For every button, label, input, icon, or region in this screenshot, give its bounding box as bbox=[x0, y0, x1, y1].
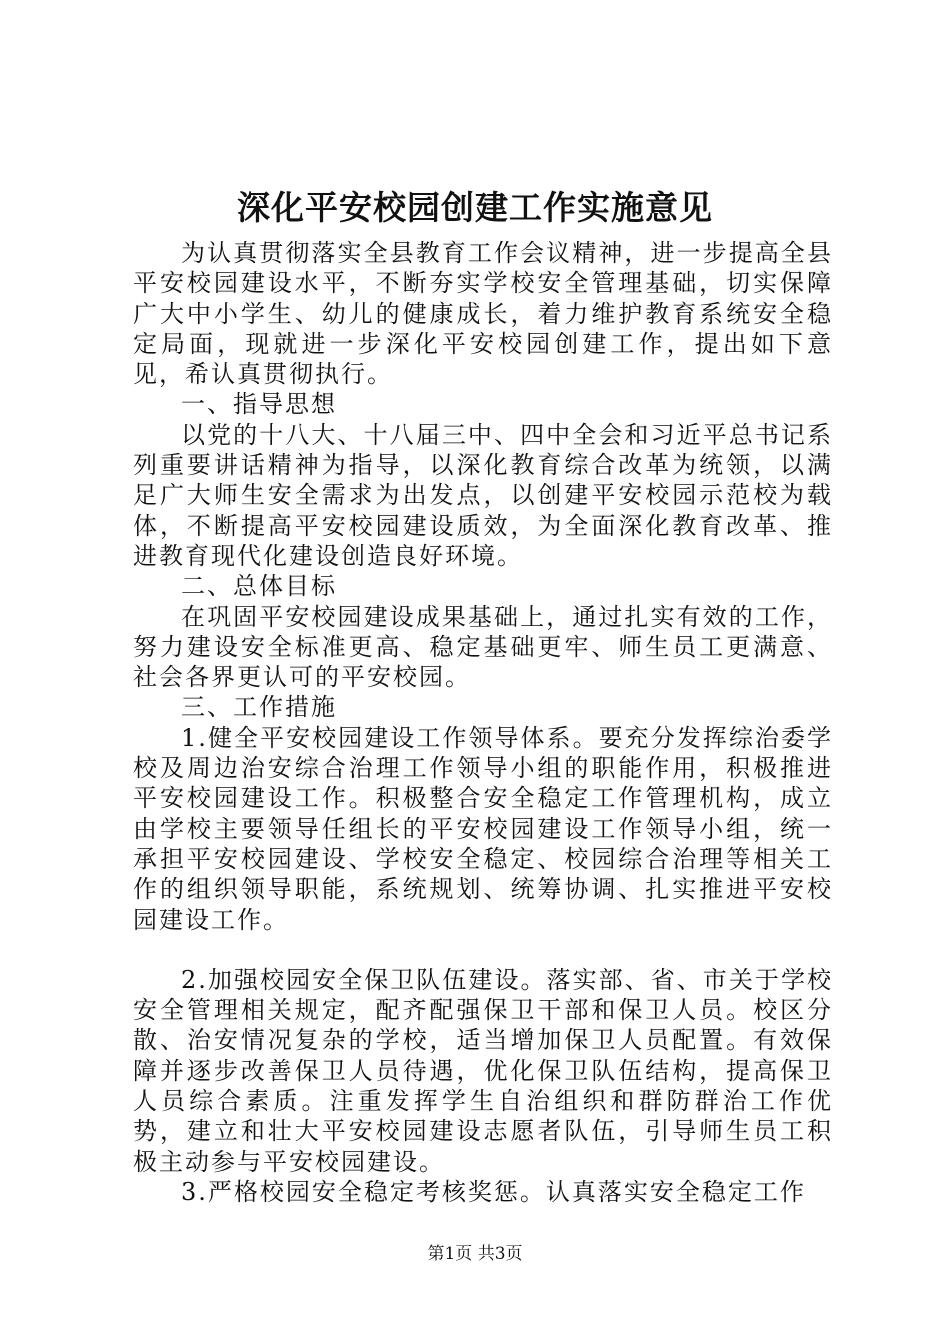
document-body bbox=[133, 238, 833, 1207]
section-heading-guiding-ideology: 一、指导思想 bbox=[181, 390, 337, 419]
measure-3-paragraph: 3.严格校园安全稳定考核奖惩。认真落实安全稳定工作 bbox=[181, 1177, 806, 1206]
measure-1-paragraph: 1.健全平安校园建设工作领导体系。要充分发挥综治委学校及周边治安综合治理工作领导小组的职能作用，积极推进平安校园建设工作。积极整合安全稳定工作管理机构，成立由学校主要领导任组长的平安校园建设工作领导小组，统一承担平安校园建设、学校安全稳定、校园综合治理等相关工作的组织领导职能，系统规划、统筹协调、扎实推进平安校园建设工作。 bbox=[133, 723, 833, 934]
document-title: 深化平安校园创建工作实施意见 bbox=[237, 188, 713, 227]
guiding-ideology-paragraph: 以党的十八大、十八届三中、四中全会和习近平总书记系列重要讲话精神为指导，以深化教育综合改革为统领，以满足广大师生安全需求为出发点，以创建平安校园示范校为载体，不断提高平安校园建设质效，为全面深化教育改革、推进教育现代化建设创造良好环境。 bbox=[133, 420, 833, 570]
section-heading-overall-goal: 二、总体目标 bbox=[181, 572, 337, 601]
measure-2-paragraph: 2.加强校园安全保卫队伍建设。落实部、省、市关于学校安全管理相关规定，配齐配强保卫干部和保卫人员。校区分散、治安情况复杂的学校，适当增加保卫人员配置。有效保障并逐步改善保卫人员待遇，优化保卫队伍结构，提高保卫人员综合素质。注重发挥学生自治组织和群防群治工作优势，建立和壮大平安校园建设志愿者队伍，引导师生员工积极主动参与平安校园建设。 bbox=[133, 965, 833, 1176]
intro-paragraph: 为认真贯彻落实全县教育工作会议精神，进一步提高全县平安校园建设水平，不断夯实学校安全管理基础，切实保障广大中小学生、幼儿的健康成长，着力维护教育系统安全稳定局面，现就进一步深化平安校园创建工作，提出如下意见，希认真贯彻执行。 bbox=[133, 239, 833, 389]
section-heading-work-measures: 三、工作措施 bbox=[181, 693, 337, 722]
page-footer: 第1页 共3页 bbox=[427, 1244, 523, 1264]
overall-goal-paragraph: 在巩固平安校园建设成果基础上，通过扎实有效的工作，努力建设安全标准更高、稳定基础更牢、师生员工更满意、社会各界更认可的平安校园。 bbox=[133, 602, 833, 692]
